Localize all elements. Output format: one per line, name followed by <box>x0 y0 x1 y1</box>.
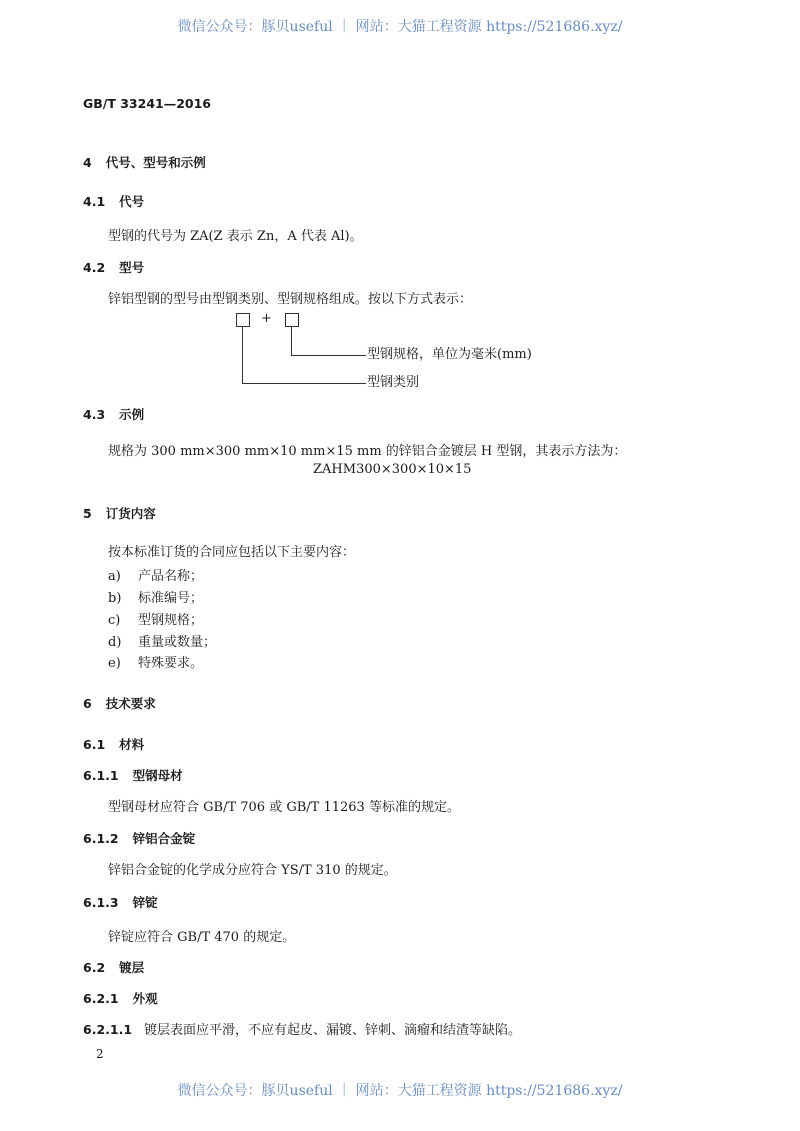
section-number: 6.2 <box>83 960 106 975</box>
list-marker: e) <box>108 656 121 671</box>
list-text: 重量或数量； <box>138 635 217 650</box>
paragraph: 型钢的代号为 ZA(Z 表示 Zn，A 代表 Al)。 <box>108 229 363 244</box>
section-number: 4.2 <box>83 260 106 275</box>
section-4-2-heading <box>83 260 144 276</box>
section-title: 镀层 <box>119 960 145 975</box>
connector-line <box>291 355 366 356</box>
section-title: 示例 <box>119 407 145 422</box>
section-number: 6.2.1 <box>83 991 119 1006</box>
type-placeholder-box <box>236 313 250 327</box>
section-number: 6.1.1 <box>83 768 119 783</box>
section-title: 技术要求 <box>105 696 156 711</box>
section-title: 代号、型号和示例 <box>105 155 206 170</box>
section-title: 锌铝合金锭 <box>132 831 196 846</box>
paragraph: 按本标准订货的合同应包括以下主要内容： <box>108 545 356 560</box>
standard-code: GB/T 33241—2016 <box>83 96 212 111</box>
list-marker: d) <box>108 635 122 650</box>
paragraph: 锌铝型钢的型号由型钢类别、型钢规格组成。按以下方式表示： <box>108 292 473 307</box>
section-title: 锌锭 <box>132 895 158 910</box>
connector-line <box>242 383 366 384</box>
section-6-2-1-1 <box>83 1022 521 1039</box>
section-number: 4.1 <box>83 194 106 209</box>
paragraph: 锌铝合金锭的化学成分应符合 YS/T 310 的规定。 <box>108 863 397 878</box>
footer-watermark: 微信公众号：豚贝useful ｜ 网站：大猫工程资源 https://521686.xyz/ <box>177 1083 623 1099</box>
section-6-1-heading <box>83 737 144 753</box>
section-number: 6.1.2 <box>83 831 119 846</box>
paragraph: 规格为 300 mm×300 mm×10 mm×15 mm 的锌铝合金镀层 H 型钢，其表示方法为： <box>108 444 627 459</box>
spec-label: 型钢规格，单位为毫米(mm) <box>367 347 532 362</box>
paragraph: 型钢母材应符合 GB/T 706 或 GB/T 11263 等标准的规定。 <box>108 800 460 815</box>
section-title: 型号 <box>119 260 145 275</box>
section-number: 6.2.1.1 <box>83 1022 133 1037</box>
section-5-heading <box>83 506 156 522</box>
section-title: 型钢母材 <box>132 768 183 783</box>
section-6-1-1-heading <box>83 768 183 784</box>
list-item <box>108 591 204 607</box>
list-text: 标准编号； <box>138 591 204 606</box>
list-text: 特殊要求。 <box>138 656 204 671</box>
section-6-2-heading <box>83 960 144 976</box>
section-title: 外观 <box>132 991 158 1006</box>
list-marker: c) <box>108 613 121 628</box>
section-4-1-heading <box>83 194 144 210</box>
connector-line <box>242 327 243 383</box>
section-number: 6 <box>83 696 92 711</box>
list-text: 型钢规格； <box>138 613 204 628</box>
section-number: 4 <box>83 155 92 170</box>
list-marker: a) <box>108 569 121 584</box>
paragraph: 镀层表面应平滑，不应有起皮、漏镀、锌刺、滴瘤和结渣等缺陷。 <box>144 1023 522 1038</box>
section-title: 材料 <box>119 737 145 752</box>
type-label: 型钢类别 <box>367 375 420 390</box>
section-number: 4.3 <box>83 407 106 422</box>
list-text: 产品名称； <box>138 569 204 584</box>
section-title: 代号 <box>119 194 145 209</box>
list-item <box>108 656 204 672</box>
section-number: 6.1 <box>83 737 106 752</box>
section-6-2-1-heading <box>83 991 158 1007</box>
list-item <box>108 569 204 585</box>
page-number: 2 <box>96 1047 104 1061</box>
section-6-1-2-heading <box>83 831 195 847</box>
section-4-3-heading <box>83 407 144 423</box>
list-item <box>108 613 204 629</box>
section-number: 6.1.3 <box>83 895 119 910</box>
section-number: 5 <box>83 506 92 521</box>
spec-placeholder-box <box>285 313 299 327</box>
list-item <box>108 635 217 651</box>
header-watermark: 微信公众号：豚贝useful ｜ 网站：大猫工程资源 https://521686.xyz/ <box>177 19 623 35</box>
plus-sign: + <box>261 311 272 326</box>
section-6-heading <box>83 696 156 712</box>
section-4-heading <box>83 155 206 171</box>
section-title: 订货内容 <box>105 506 156 521</box>
paragraph: 锌锭应符合 GB/T 470 的规定。 <box>108 930 296 945</box>
list-marker: b) <box>108 591 122 606</box>
section-6-1-3-heading <box>83 895 158 911</box>
example-formula: ZAHM300×300×10×15 <box>313 462 472 477</box>
connector-line <box>291 327 292 355</box>
